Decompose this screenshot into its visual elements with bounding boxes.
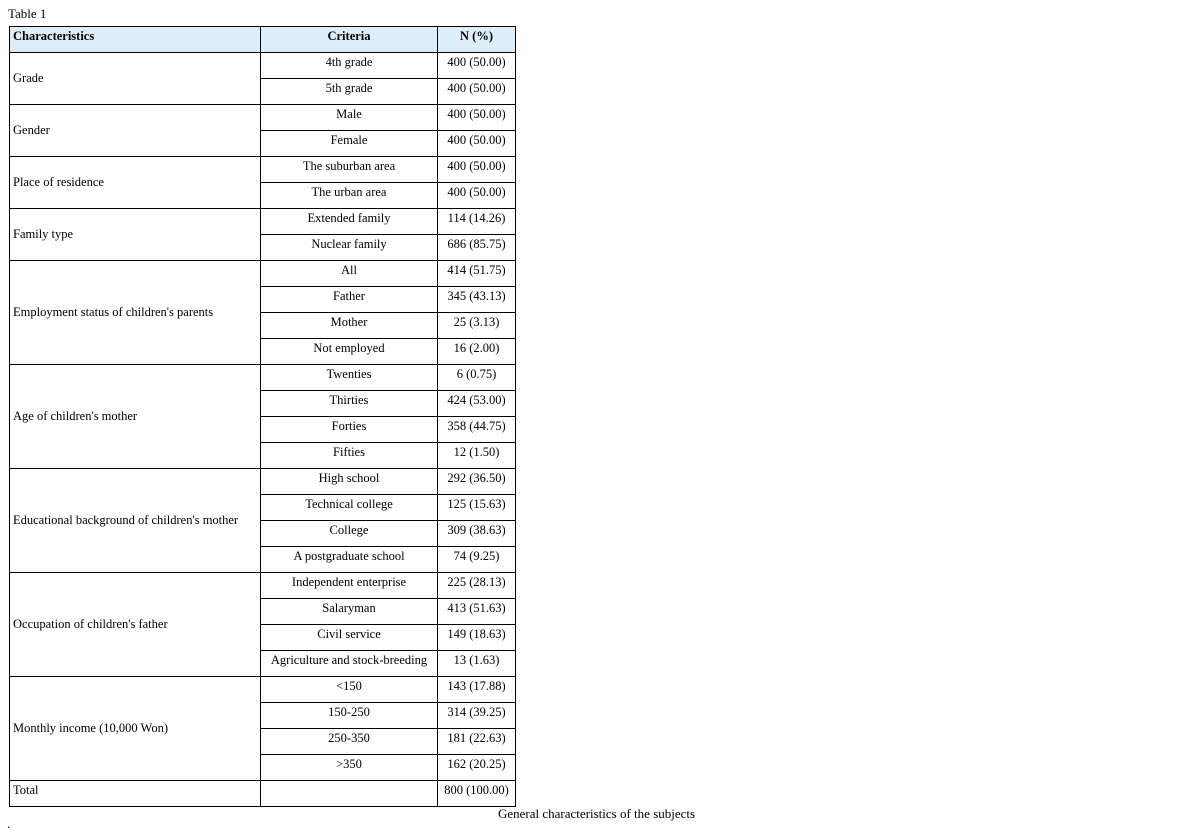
n-percent-cell: 181 (22.63)	[438, 729, 516, 755]
n-percent-cell: 12 (1.50)	[438, 443, 516, 469]
criteria-cell: A postgraduate school	[261, 547, 438, 573]
criteria-cell: 150-250	[261, 703, 438, 729]
criteria-cell: All	[261, 261, 438, 287]
table-row	[10, 365, 516, 391]
criteria-cell: Civil service	[261, 625, 438, 651]
header-criteria: Criteria	[261, 27, 438, 53]
table-header	[10, 27, 516, 53]
table-label: Table 1	[8, 6, 47, 21]
n-percent-cell: 74 (9.25)	[438, 547, 516, 573]
criteria-cell: High school	[261, 469, 438, 495]
total-criteria	[261, 781, 438, 807]
table-row	[10, 573, 516, 599]
criteria-cell: Not employed	[261, 339, 438, 365]
criteria-cell: Salaryman	[261, 599, 438, 625]
table-row	[10, 469, 516, 495]
criteria-cell: Nuclear family	[261, 235, 438, 261]
n-percent-cell: 400 (50.00)	[438, 183, 516, 209]
table-row	[10, 209, 516, 235]
n-percent-cell: 400 (50.00)	[438, 131, 516, 157]
criteria-cell: Agriculture and stock-breeding	[261, 651, 438, 677]
criteria-cell: 250-350	[261, 729, 438, 755]
n-percent-cell: 686 (85.75)	[438, 235, 516, 261]
n-percent-cell: 314 (39.25)	[438, 703, 516, 729]
characteristic-cell: Place of residence	[10, 157, 261, 209]
criteria-cell: Forties	[261, 417, 438, 443]
n-percent-cell: 424 (53.00)	[438, 391, 516, 417]
n-percent-cell: 149 (18.63)	[438, 625, 516, 651]
n-percent-cell: 13 (1.63)	[438, 651, 516, 677]
caption-mark: .	[7, 816, 11, 831]
table-row	[10, 261, 516, 287]
characteristics-table	[9, 26, 516, 807]
total-row	[10, 781, 516, 807]
n-percent-cell: 225 (28.13)	[438, 573, 516, 599]
n-percent-cell: 400 (50.00)	[438, 105, 516, 131]
criteria-cell: Extended family	[261, 209, 438, 235]
n-percent-cell: 25 (3.13)	[438, 313, 516, 339]
characteristic-cell: Family type	[10, 209, 261, 261]
criteria-cell: Twenties	[261, 365, 438, 391]
table-row	[10, 677, 516, 703]
criteria-cell: College	[261, 521, 438, 547]
characteristic-cell: Grade	[10, 53, 261, 105]
criteria-cell: The suburban area	[261, 157, 438, 183]
criteria-cell: Technical college	[261, 495, 438, 521]
criteria-cell: Female	[261, 131, 438, 157]
characteristic-cell: Age of children's mother	[10, 365, 261, 469]
n-percent-cell: 162 (20.25)	[438, 755, 516, 781]
n-percent-cell: 309 (38.63)	[438, 521, 516, 547]
n-percent-cell: 413 (51.63)	[438, 599, 516, 625]
n-percent-cell: 400 (50.00)	[438, 157, 516, 183]
n-percent-cell: 16 (2.00)	[438, 339, 516, 365]
total-n-percent: 800 (100.00)	[438, 781, 516, 807]
header-row	[10, 27, 516, 53]
header-n-percent: N (%)	[438, 27, 516, 53]
n-percent-cell: 414 (51.75)	[438, 261, 516, 287]
criteria-cell: Fifties	[261, 443, 438, 469]
n-percent-cell: 400 (50.00)	[438, 79, 516, 105]
n-percent-cell: 114 (14.26)	[438, 209, 516, 235]
characteristic-cell: Occupation of children's father	[10, 573, 261, 677]
table-row	[10, 53, 516, 79]
criteria-cell: Mother	[261, 313, 438, 339]
n-percent-cell: 358 (44.75)	[438, 417, 516, 443]
criteria-cell: The urban area	[261, 183, 438, 209]
header-characteristics: Characteristics	[10, 27, 261, 53]
n-percent-cell: 292 (36.50)	[438, 469, 516, 495]
table-row	[10, 157, 516, 183]
criteria-cell: <150	[261, 677, 438, 703]
n-percent-cell: 345 (43.13)	[438, 287, 516, 313]
criteria-cell: Independent enterprise	[261, 573, 438, 599]
table-body	[10, 53, 516, 807]
n-percent-cell: 143 (17.88)	[438, 677, 516, 703]
characteristic-cell: Educational background of children's mother	[10, 469, 261, 573]
n-percent-cell: 400 (50.00)	[438, 53, 516, 79]
total-label: Total	[10, 781, 261, 807]
n-percent-cell: 125 (15.63)	[438, 495, 516, 521]
criteria-cell: Male	[261, 105, 438, 131]
criteria-cell: 4th grade	[261, 53, 438, 79]
table-caption: General characteristics of the subjects	[498, 806, 696, 821]
criteria-cell: >350	[261, 755, 438, 781]
n-percent-cell: 6 (0.75)	[438, 365, 516, 391]
characteristic-cell: Gender	[10, 105, 261, 157]
criteria-cell: Father	[261, 287, 438, 313]
characteristic-cell: Employment status of children's parents	[10, 261, 261, 365]
criteria-cell: Thirties	[261, 391, 438, 417]
criteria-cell: 5th grade	[261, 79, 438, 105]
characteristic-cell: Monthly income (10,000 Won)	[10, 677, 261, 781]
table-row	[10, 105, 516, 131]
